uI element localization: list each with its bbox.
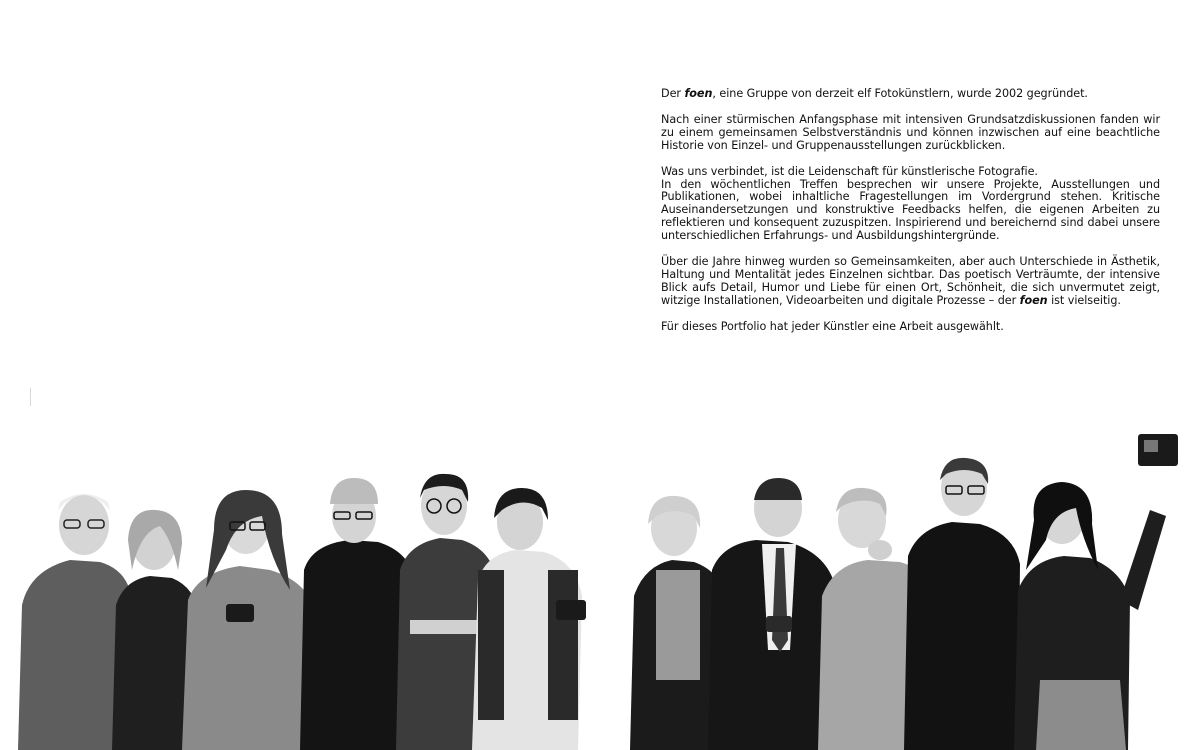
paragraph-portfolio: Für dieses Portfolio hat jeder Künstler eine Arbeit ausgewählt. [661, 319, 1004, 333]
paragraph-founding: Der foen, eine Gruppe von derzeit elf Fotokünstlern, wurde 2002 gegründet. [661, 87, 1088, 100]
person-4 [300, 478, 414, 750]
person-3 [182, 490, 316, 750]
intro-text [661, 88, 1160, 347]
paragraph-history: Nach einer stürmischen Anfangsphase mit intensiven Grundsatzdiskussionen fanden wir zu einem gemeinsamen Selbstverständnis und können inzwischen auf eine beachtliche Historie von Einzel- und Gruppenausstellungen zurückblicken. [661, 112, 1160, 152]
person-11 [1014, 434, 1178, 750]
brand-name: foen [684, 87, 713, 100]
paragraph-passion: Was uns verbindet, ist die Leidenschaft für künstlerische Fotografie. In den wöchentlichen Treffen besprechen wir unsere Projekte, Ausstellungen und Publikationen, wobei inhaltliche Fragestellungen im Vordergrund stehen. Kritische Auseinandersetzungen und konstruktive Feedbacks helfen, die eigenen Arbeiten zu reflektieren und konsequent zuzuspitzen. Inspirierend und bereichernd sind dabei unsere unterschiedlichen Erfahrungs- und Ausbildungshintergründe. [661, 164, 1160, 243]
paragraph-diversity: Über die Jahre hinweg wurden so Gemeinsamkeiten, aber auch Unterschiede in Ästhetik, Haltung und Mentalität jedes Einzelnen sichtbar. Das poetisch Verträumte, der intensive Blick aufs Detail, Humor und Liebe für einen Ort, Schönheit, die sich unvermutet zeigt, witzige Installationen, Videoarbeiten und digitale Prozesse – der foen ist vielseitig. [661, 255, 1160, 307]
page-gutter-mark [30, 388, 31, 406]
group-photo [0, 420, 1200, 750]
person-6 [472, 488, 586, 750]
brand-name: foen [1019, 293, 1048, 307]
person-8 [708, 478, 834, 750]
person-10 [904, 458, 1020, 750]
